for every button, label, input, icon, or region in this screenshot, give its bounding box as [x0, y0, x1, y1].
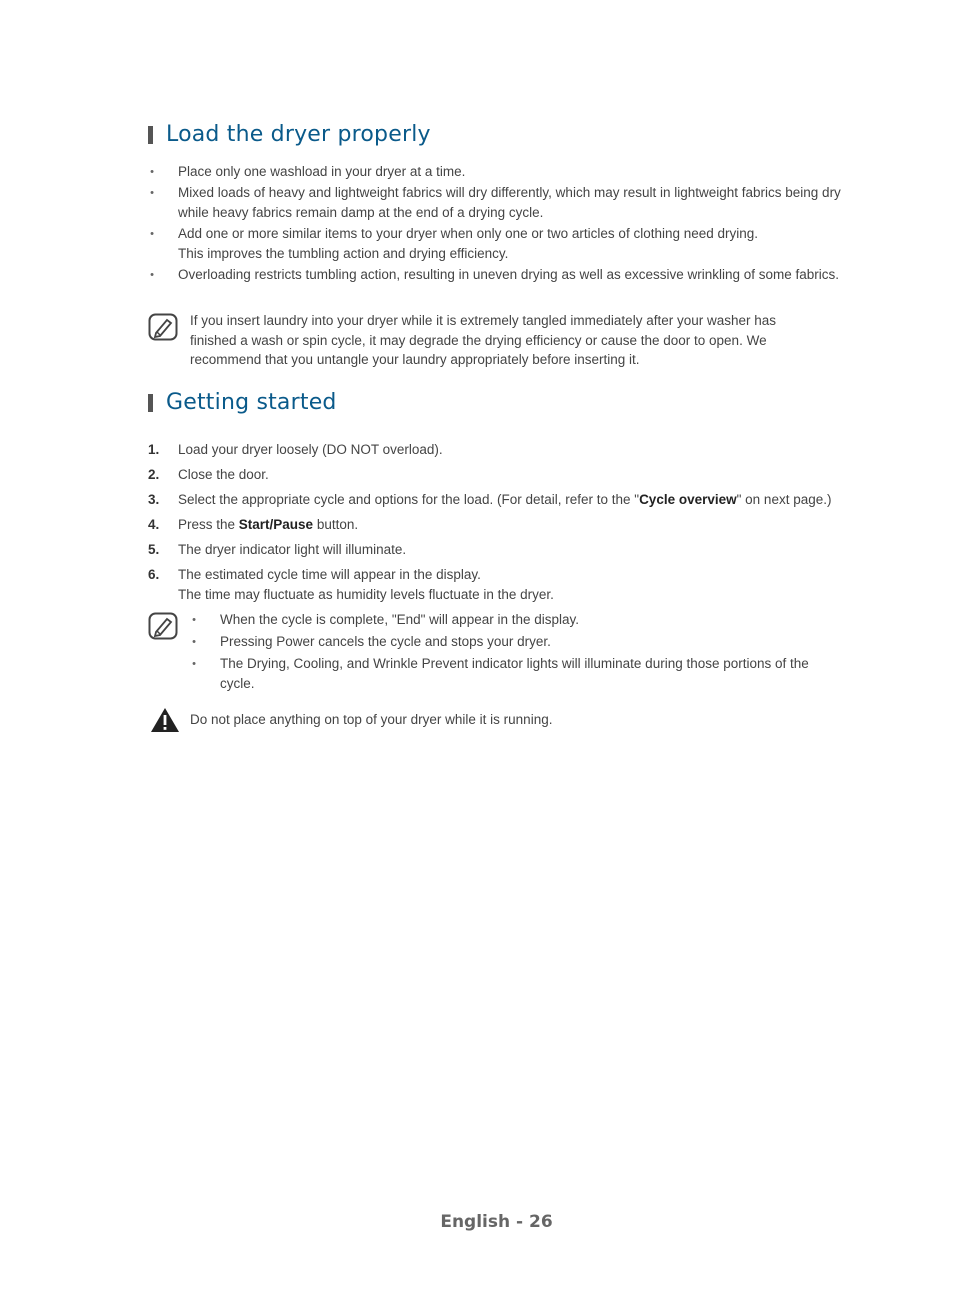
cycle-overview-ref: Cycle overview: [639, 492, 737, 507]
step-item: 6. The estimated cycle time will appear in the display. The time may fluctuate as humidity levels fluctuate in the dryer.: [148, 567, 554, 602]
section-getting-started: [148, 390, 848, 415]
page-footer: English - 26: [440, 1212, 553, 1232]
note-icon: [148, 313, 178, 341]
section-heading: [148, 122, 848, 147]
warning-text: Do not place anything on top of your dryer while it is running.: [190, 712, 553, 727]
list-item: • Overloading restricts tumbling action, resulting in uneven drying as well as excessive wrinkling of some fabrics.: [150, 267, 840, 282]
load-bullets: [148, 162, 848, 286]
note-text: If you insert laundry into your dryer while it is extremely tangled immediately after your washer has finished a wash or spin cycle, it may degrade the drying efficiency or cause the door to open. We recommend that you untangle your laundry appropriately before inserting it.: [190, 313, 777, 367]
start-pause-ref: Start/Pause: [238, 517, 314, 532]
step-item: 1. Load your dryer loosely (DO NOT overload).: [148, 442, 443, 457]
list-item: • The Drying, Cooling, and Wrinkle Prevent indicator lights will illuminate during those portions of the cycle.: [192, 656, 809, 691]
warning-icon: [150, 707, 180, 733]
note-block: [148, 311, 798, 370]
section-load-dryer: [148, 122, 848, 147]
heading-bar: [148, 126, 153, 144]
list-item: • Place only one washload in your dryer at a time.: [150, 164, 466, 179]
list-item: • Add one or more similar items to your dryer when only one or two articles of clothing need drying. This improves the tumbling action and drying efficiency.: [150, 226, 759, 261]
step-item: 3. Select the appropriate cycle and options for the load. (For detail, refer to the "Cycle overview" on next page.): [148, 492, 832, 507]
list-item: • When the cycle is complete, "End" will appear in the display.: [192, 612, 580, 627]
list-item: • Mixed loads of heavy and lightweight fabrics will dry differently, which may result in lightweight fabrics being dry while heavy fabrics remain damp at the end of a drying cycle.: [150, 185, 841, 220]
section-heading: [148, 390, 848, 415]
step-item: 5. The dryer indicator light will illuminate.: [148, 542, 407, 557]
steps-list: [148, 440, 848, 610]
step-item: 2. Close the door.: [148, 467, 269, 482]
list-item: • Pressing Power cancels the cycle and stops your dryer.: [192, 634, 551, 649]
warning-block: [148, 710, 838, 730]
step-item: 4. Press the Start/Pause button.: [148, 517, 359, 532]
heading-text: Getting started: [166, 390, 337, 415]
note-icon: [148, 612, 178, 640]
heading-bar: [148, 394, 153, 412]
heading-text: Load the dryer properly: [166, 122, 431, 147]
notes-block: [148, 610, 838, 696]
